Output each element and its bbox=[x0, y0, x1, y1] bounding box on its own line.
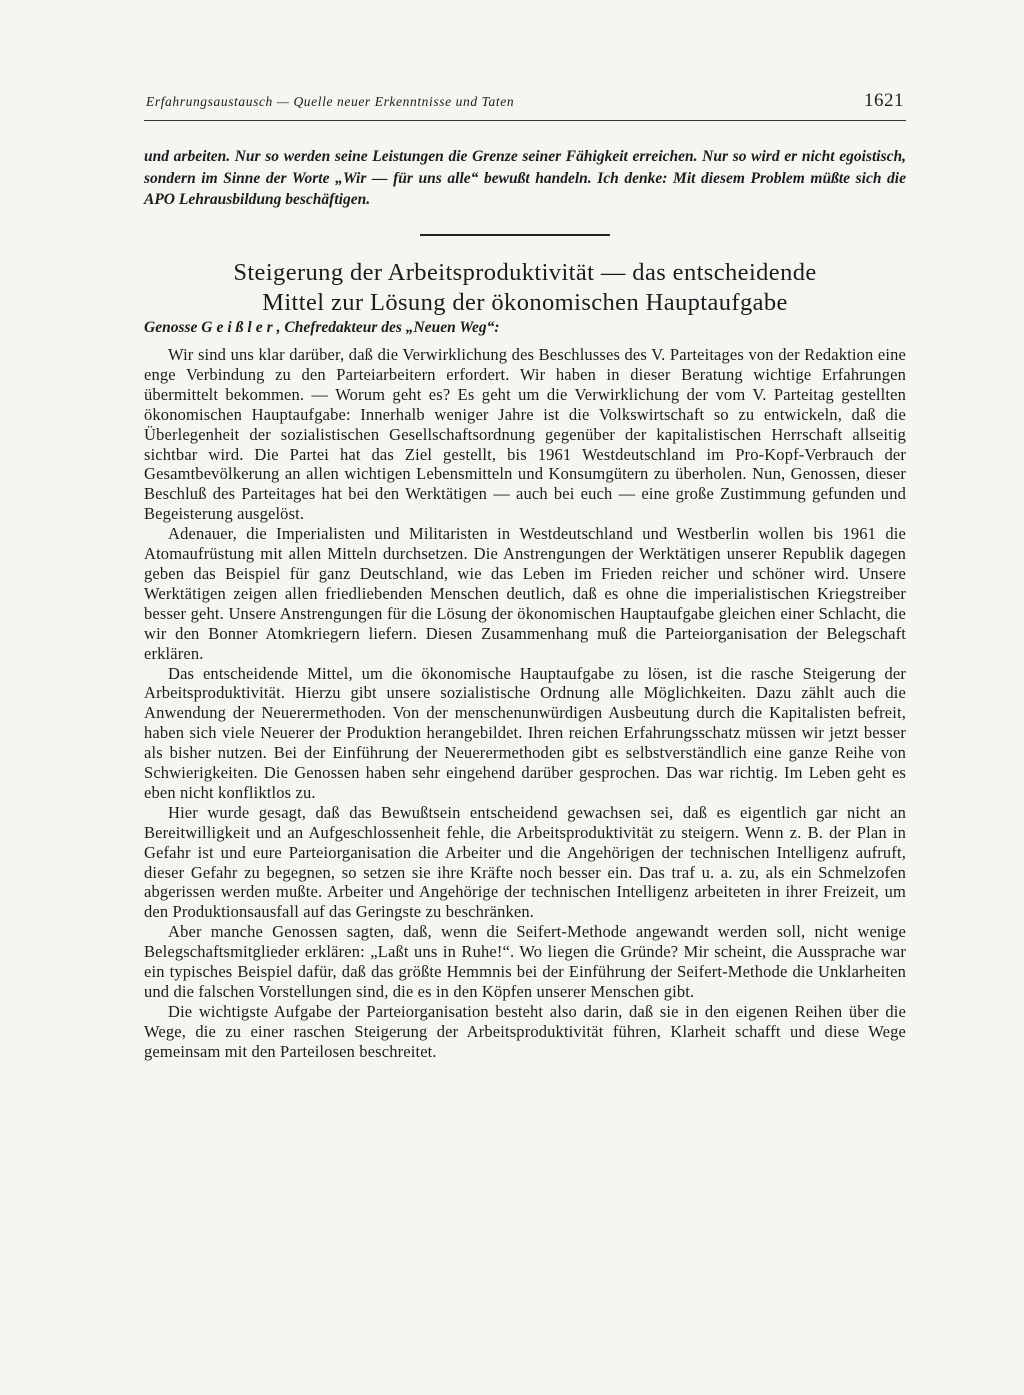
body-paragraph-1: Wir sind uns klar darüber, daß die Verwirklichung des Beschlusses des V. Parteitages von der Redaktion eine enge Verbindung zu den Parteiarbeitern erfordert. Wir haben in dieser Beratung wichtige Erfahrungen übermittelt bekommen. — Worum geht es? Es geht um die Verwirklichung der vom V. Parteitag gestellten ökonomischen Hauptaufgabe: Innerhalb weniger Jahre ist die Volkswirtschaft so zu entwickeln, daß die Überlegenheit der sozialistischen Gesellschaftsordnung gegenüber der kapitalistischen Herrschaft allseitig sichtbar wird. Die Partei hat das Ziel gestellt, bis 1961 Westdeutschland im Pro-Kopf-Verbrauch der Gesamtbevölkerung an allen wichtigen Lebensmitteln und Konsumgütern zu überholen. Nun, Genossen, dieser Beschluß des Parteitages hat bei den Werktätigen — auch bei euch — eine große Zustimmung gefunden und Begeisterung ausgelöst. bbox=[144, 345, 906, 524]
running-title: Erfahrungsaustausch — Quelle neuer Erkenntnisse und Taten bbox=[146, 94, 515, 109]
body-paragraph-6: Die wichtigste Aufgabe der Parteiorganisation besteht also darin, daß sie in den eigenen Reihen über die Wege, die zu einer raschen Steigerung der Arbeitsproduktivität führen, Klarheit schafft und diese Wege gemeinsam mit den Parteilosen beschreitet. bbox=[144, 1001, 906, 1061]
byline-prefix: Genosse bbox=[144, 319, 198, 336]
article-body bbox=[144, 345, 906, 1062]
article-byline bbox=[144, 319, 906, 337]
article-title bbox=[144, 258, 906, 318]
article-title-line-2: Mittel zur Lösung der ökonomischen Hauptaufgabe bbox=[262, 289, 788, 316]
body-paragraph-3: Das entscheidende Mittel, um die ökonomische Hauptaufgabe zu lösen, ist die rasche Steigerung der Arbeitsproduktivität. Hierzu gibt unsere sozialistische Ordnung alle Möglichkeiten. Dazu zählt auch die Anwendung der Neuerermethoden. Von der menschenunwürdigen Ausbeutung durch die Kapitalisten befreit, haben sich viele Neuerer der Produktion herangebildet. Ihren reichen Erfahrungsschatz müssen wir jetzt besser als bisher nutzen. Bei der Einführung der Neuerermethoden gibt es selbstverständlich eine ganze Reihe von Schwierigkeiten. Die Genossen haben sehr eingehend darüber gesprochen. Das war richtig. Im Leben geht es eben nicht konfliktlos zu. bbox=[144, 663, 906, 802]
byline-name: Geißler bbox=[201, 319, 277, 336]
body-paragraph-4: Hier wurde gesagt, daß das Bewußtsein entscheidend gewachsen sei, daß es eigentlich gar nicht an Bereitwilligkeit und an Aufgeschlossenheit fehle, die Arbeitsproduktivität zu steigern. Wenn z. B. der Plan in Gefahr ist und eure Parteiorganisation die Arbeiter und die Angehörigen der technischen Intelligenz aufruft, dieser Gefahr zu begegnen, so setzen sie ihre Kräfte noch besser ein. Das traf u. a. zu, als ein Schmelzofen abgerissen werden mußte. Arbeiter und Angehörige der technischen Intelligenz arbeiteten in ihrer Freizeit, um den Produktionsausfall auf das Geringste zu beschränken. bbox=[144, 802, 906, 922]
article-title-line-1: Steigerung der Arbeitsproduktivität — das entscheidende bbox=[233, 259, 817, 286]
section-divider bbox=[420, 234, 610, 236]
page-number: 1621 bbox=[864, 90, 904, 111]
page-header bbox=[144, 90, 906, 121]
intro-paragraph: und arbeiten. Nur so werden seine Leistungen die Grenze seiner Fähigkeit erreichen. Nur so wird er nicht egoistisch, sondern im Sinne der Worte „Wir — für uns alle“ bewußt handeln. Ich denke: Mit diesem Problem müßte sich die APO Lehrausbildung beschäftigen. bbox=[144, 148, 906, 208]
body-paragraph-5: Aber manche Genossen sagten, daß, wenn die Seifert-Methode angewandt werden soll, nicht wenige Belegschaftsmitglieder erklären: „Laßt uns in Ruhe!“. Wo liegen die Gründe? Mir scheint, die Aussprache war ein typisches Beispiel dafür, daß das größte Hemmnis bei der Einführung der Seifert-Methode die Unklarheiten und die falschen Vorstellungen sind, die es in den Köpfen unserer Menschen gibt. bbox=[144, 922, 906, 1001]
body-paragraph-2: Adenauer, die Imperialisten und Militaristen in Westdeutschland und Westberlin wollen bis 1961 die Atomaufrüstung mit allen Mitteln durchsetzen. Die Anstrengungen der Werktätigen unserer Republik dagegen geben das Beispiel für ganz Deutschland, wie das Leben im Frieden reicher und schöner wird. Unsere Werktätigen zeigen allen friedliebenden Menschen deutlich, daß es ohne die imperialistischen Kriegstreiber besser geht. Unsere Anstrengungen für die Lösung der ökonomischen Hauptaufgabe gleichen einer Schlacht, die wir den Bonner Atomkriegern liefern. Diesen Zusammenhang muß die Parteiorganisation der Belegschaft erklären. bbox=[144, 524, 906, 663]
byline-suffix: , Chefredakteur des „Neuen Weg“: bbox=[276, 319, 500, 336]
